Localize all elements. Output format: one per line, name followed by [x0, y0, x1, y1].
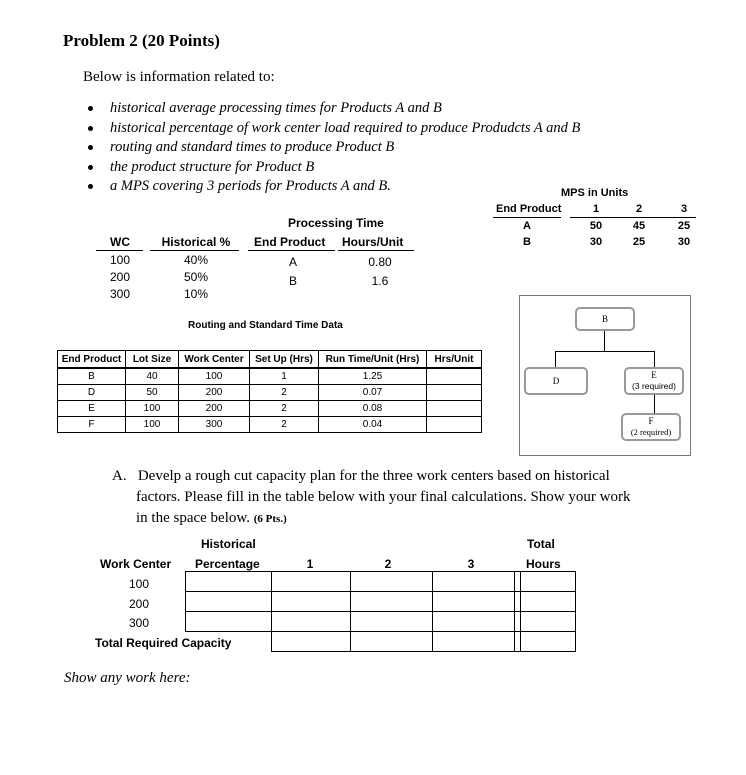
processing-header: End Product [254, 235, 326, 249]
product-structure-diagram [519, 295, 691, 456]
input-cell[interactable] [272, 572, 351, 592]
input-cell[interactable] [351, 612, 433, 632]
processing-title: Processing Time [288, 216, 384, 230]
list-item: a MPS covering 3 periods for Products A and B. [88, 177, 580, 197]
capacity-header: Percentage [195, 557, 260, 571]
historical-pct: 40% [183, 253, 209, 267]
connector-line [555, 351, 556, 367]
routing-header: Work Center [179, 351, 250, 369]
processing-hours: 1.6 [371, 274, 389, 288]
divider [248, 250, 335, 251]
mps-product: A [523, 220, 531, 232]
input-cell[interactable] [272, 632, 351, 652]
processing-header: Hours/Unit [342, 235, 404, 249]
input-cell[interactable] [351, 592, 433, 612]
routing-header: Hrs/Unit [427, 351, 482, 369]
mps-value: 30 [677, 236, 691, 248]
mps-value: 25 [632, 236, 646, 248]
capacity-header: Historical [201, 537, 256, 551]
divider [96, 250, 143, 251]
input-cell[interactable] [351, 572, 433, 592]
total-hours-column[interactable] [514, 571, 576, 652]
table-row: F 100 300 2 0.04 [58, 417, 482, 433]
historical-wc: 300 [109, 287, 131, 301]
problem-title: Problem 2 (20 Points) [63, 31, 220, 50]
routing-header: Lot Size [126, 351, 179, 369]
table-row: B 40 100 1 1.25 [58, 368, 482, 385]
part-a-label: A. [112, 468, 127, 484]
historical-header: Historical % [161, 235, 231, 249]
list-item: the product structure for Product B [88, 158, 580, 178]
node-d: D [524, 367, 588, 395]
mps-period: 2 [635, 203, 643, 215]
processing-hours: 0.80 [368, 255, 392, 269]
processing-product: B [288, 274, 297, 288]
list-item: routing and standard times to produce Product B [88, 138, 580, 158]
routing-header: Run Time/Unit (Hrs) [319, 351, 427, 369]
input-cell[interactable] [433, 572, 521, 592]
capacity-header: Total [527, 537, 555, 551]
routing-header: End Product [58, 351, 126, 369]
mps-value: 30 [589, 236, 603, 248]
list-item: historical average processing times for Products A and B [88, 99, 580, 119]
total-required-capacity-label: Total Required Capacity [95, 636, 232, 650]
capacity-header: Hours [526, 557, 561, 571]
capacity-wc: 300 [129, 616, 150, 630]
input-cell[interactable] [186, 572, 272, 592]
capacity-wc: 200 [129, 597, 150, 611]
divider [493, 217, 561, 218]
routing-header: Set Up (Hrs) [250, 351, 319, 369]
routing-title: Routing and Standard Time Data [188, 320, 343, 331]
historical-pct: 50% [183, 270, 209, 284]
capacity-header: Work Center [100, 557, 172, 571]
divider [150, 250, 239, 251]
input-cell[interactable] [433, 592, 521, 612]
list-item: historical percentage of work center load required to produce Produdcts A and B [88, 119, 580, 139]
node-e: E (3 required) [624, 367, 684, 395]
node-f: F (2 required) [621, 413, 681, 441]
historical-wc: 200 [109, 270, 131, 284]
historical-header: WC [110, 235, 130, 249]
mps-row-header: End Product [496, 203, 562, 215]
bullet-icon [88, 145, 93, 150]
input-cell[interactable] [351, 632, 433, 652]
bullet-icon [88, 165, 93, 170]
node-b: B [575, 307, 635, 331]
historical-pct: 10% [183, 287, 209, 301]
mps-value: 25 [677, 220, 691, 232]
mps-period: 1 [592, 203, 600, 215]
input-cell[interactable] [433, 632, 521, 652]
bullet-list [88, 99, 580, 197]
points-label: (6 Pts.) [253, 513, 287, 525]
mps-value: 45 [632, 220, 646, 232]
table-row: D 50 200 2 0.07 [58, 385, 482, 401]
bullet-icon [88, 106, 93, 111]
input-cell[interactable] [186, 612, 272, 632]
capacity-period: 2 [384, 557, 392, 571]
processing-product: A [288, 255, 297, 269]
connector-line [604, 331, 605, 351]
input-cell[interactable] [186, 592, 272, 612]
routing-table [57, 350, 482, 433]
connector-line [555, 351, 655, 352]
table-row: E 100 200 2 0.08 [58, 401, 482, 417]
capacity-period: 1 [306, 557, 314, 571]
part-a-text: A. Develp a rough cut capacity plan for the three work centers based on historical factors. Please fill in the table below with your final calculations. Show your work in the space below. (6 Pts.) [112, 468, 631, 526]
input-cell[interactable] [272, 592, 351, 612]
connector-line [654, 395, 655, 413]
divider [338, 250, 414, 251]
capacity-wc: 100 [129, 577, 150, 591]
mps-product: B [523, 236, 531, 248]
mps-value: 50 [589, 220, 603, 232]
divider [570, 217, 696, 218]
bullet-icon [88, 184, 93, 189]
intro-text: Below is information related to: [83, 69, 275, 85]
input-cell[interactable] [272, 612, 351, 632]
mps-title: MPS in Units [561, 187, 629, 199]
connector-line [654, 351, 655, 367]
input-cell[interactable] [433, 612, 521, 632]
mps-period: 3 [680, 203, 688, 215]
capacity-period: 3 [467, 557, 475, 571]
show-work-label: Show any work here: [64, 670, 191, 686]
historical-wc: 100 [109, 253, 131, 267]
bullet-icon [88, 126, 93, 131]
